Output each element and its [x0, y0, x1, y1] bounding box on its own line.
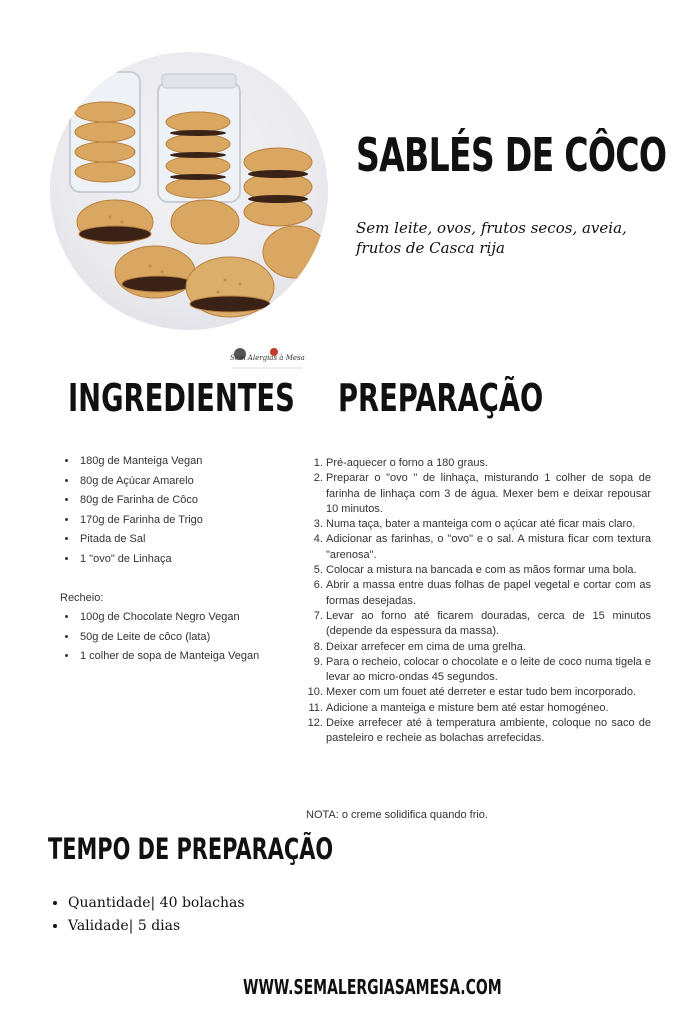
list-item: • Validade| 5 dias [68, 915, 245, 938]
step-item: 9. Para o recheio, colocar o chocolate e o leite de coco numa tigela e levar ao micro-ondas 45 segundos. [326, 655, 651, 686]
logo-text: Sem Alergias à Mesa [230, 354, 305, 362]
step-item: 3. Numa taça, bater a manteiga com o açúcar até ficar mais claro. [326, 517, 651, 532]
website-link[interactable]: WWW.SEMALERGIASAMESA.COM [243, 975, 502, 999]
step-item: 12. Deixe arrefecer até à temperatura ambiente, coloque no saco de pasteleiro e recheie as bolachas arrefecidas. [326, 716, 651, 747]
list-item: • 80g de Açúcar Amarelo [78, 472, 203, 492]
recipe-title: SABLÉS DE CÔCO [356, 128, 667, 182]
preparation-steps [310, 456, 651, 747]
step-item: 11. Adicione a manteiga e misture bem até estar homogéneo. [326, 701, 651, 716]
prep-time-list [48, 892, 245, 938]
preparation-heading: PREPARAÇÃO [338, 376, 544, 420]
filling-list [60, 608, 259, 667]
recipe-photo [50, 52, 328, 330]
prep-time-heading: TEMPO DE PREPARAÇÃO [48, 832, 334, 866]
list-item: • 80g de Farinha de Côco [78, 491, 203, 511]
list-item: • 180g de Manteiga Vegan [78, 452, 203, 472]
list-item: • Quantidade| 40 bolachas [68, 892, 245, 915]
step-item: 6. Abrir a massa entre duas folhas de papel vegetal e cortar com as formas desejadas. [326, 578, 651, 609]
list-item: • 50g de Leite de côco (lata) [78, 628, 259, 648]
step-item: 7. Levar ao forno até ficarem douradas, cerca de 15 minutos (depende da espessura da massa). [326, 609, 651, 640]
list-item: • 1 colher de sopa de Manteiga Vegan [78, 647, 259, 667]
recipe-subtitle: Sem leite, ovos, frutos secos, aveia, frutos de Casca rija [356, 219, 627, 257]
list-item: • 170g de Farinha de Trigo [78, 511, 203, 531]
list-item: • 1 "ovo" de Linhaça [78, 550, 203, 570]
brand-logo [230, 346, 304, 374]
step-item: 2. Preparar o "ovo " de linhaça, misturando 1 colher de sopa de farinha de linhaça com 3 de água. Mexer bem e deixar repousar 10 minutos. [326, 471, 651, 517]
step-item: 10. Mexer com um fouet até derreter e estar tudo bem incorporado. [326, 685, 651, 700]
step-item: 5. Colocar a mistura na bancada e com as mãos formar uma bola. [326, 563, 651, 578]
step-item: 8. Deixar arrefecer em cima de uma grelha. [326, 640, 651, 655]
list-item: • 100g de Chocolate Negro Vegan [78, 608, 259, 628]
ingredients-list [60, 452, 203, 569]
filling-label: Recheio: [60, 592, 104, 604]
list-item: • Pitada de Sal [78, 530, 203, 550]
step-item: 4. Adicionar as farinhas, o "ovo" e o sal. A mistura ficar com textura "arenosa". [326, 532, 651, 563]
step-item: 1. Pré-aquecer o forno a 180 graus. [326, 456, 651, 471]
preparation-note: NOTA: o creme solidifica quando frio. [306, 809, 488, 821]
ingredients-heading: INGREDIENTES [68, 376, 295, 420]
cookies-illustration [50, 52, 328, 330]
